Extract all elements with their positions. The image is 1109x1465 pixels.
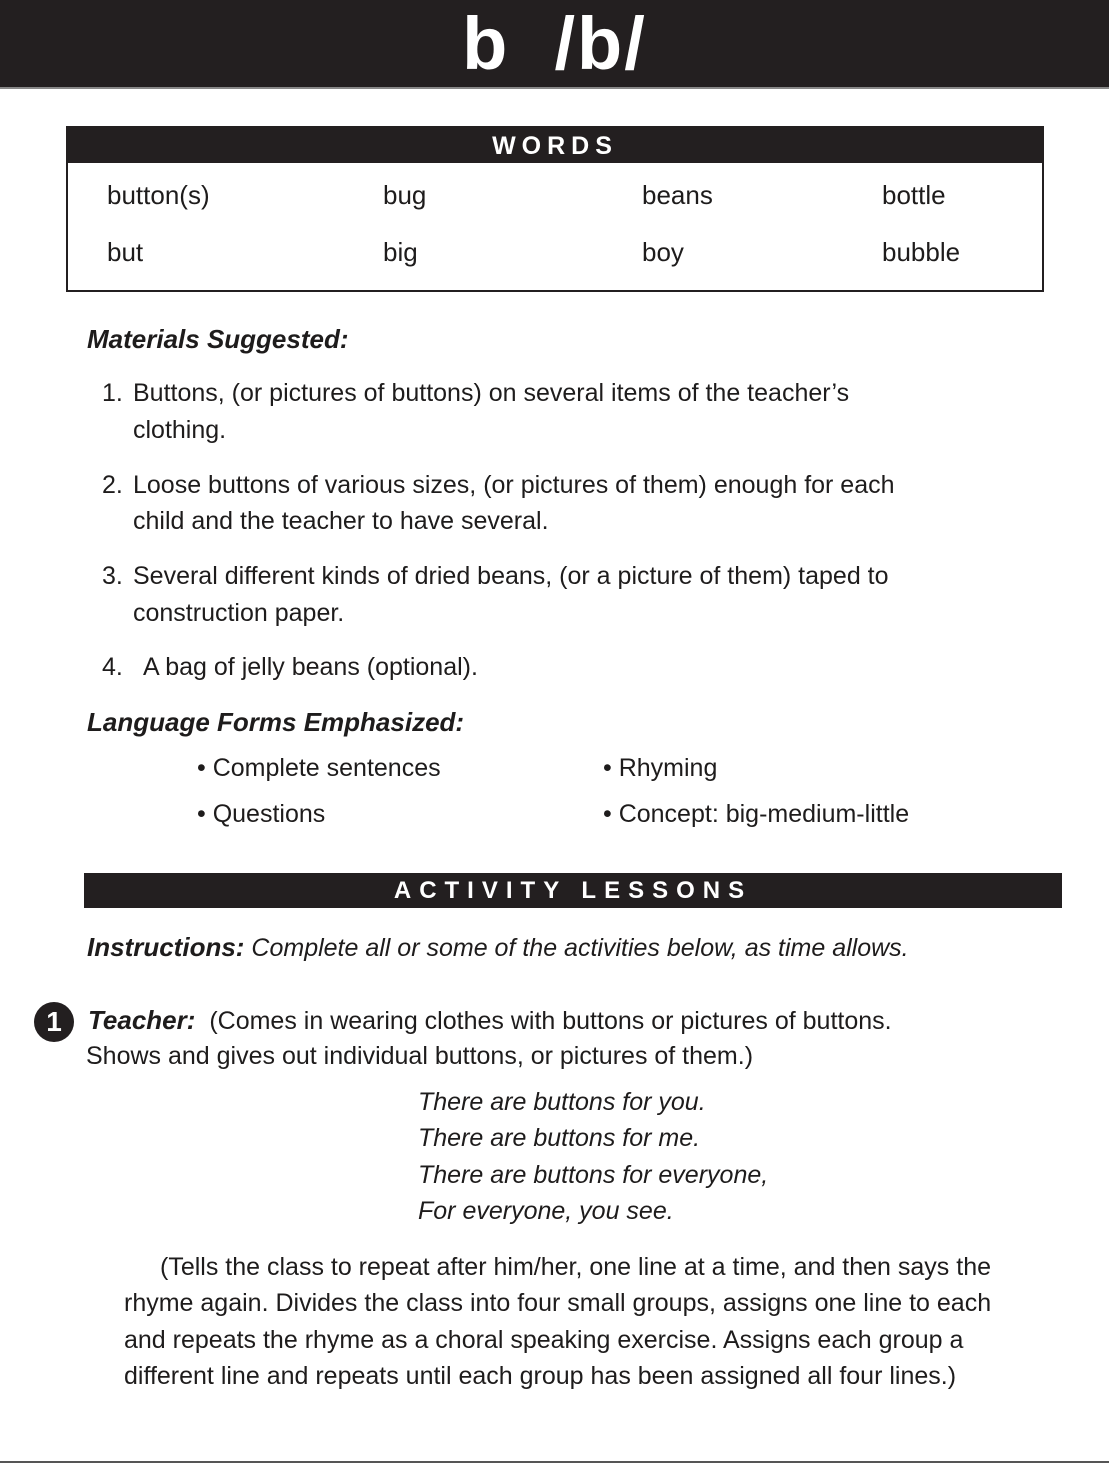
word-cell: but [107, 237, 144, 267]
paragraph-line: rhyme again. Divides the class into four small groups, assigns one line to each [124, 1289, 992, 1317]
paragraph-line: and repeats the rhyme as a choral speaking exercise. Assigns each group a [124, 1326, 964, 1354]
materials-heading: Materials Suggested: [87, 324, 349, 354]
material-line: Several different kinds of dried beans, (or a picture of them) taped to [133, 562, 889, 590]
material-line: A bag of jelly beans (optional). [143, 653, 478, 681]
material-line: construction paper. [133, 599, 345, 627]
word-cell: bottle [882, 180, 946, 210]
words-heading: WORDS [68, 128, 1042, 163]
instructions-text: Complete all or some of the activities below, as time allows. [251, 934, 909, 962]
poem-line: There are buttons for me. [418, 1124, 701, 1152]
material-number: 3. [102, 562, 123, 590]
word-cell: bubble [882, 237, 961, 267]
teacher-line [88, 1005, 892, 1036]
paragraph-line: different line and repeats until each group has been assigned all four lines.) [124, 1362, 957, 1390]
language-bullet: • Concept: big-medium-little [603, 800, 910, 828]
word-cell: button(s) [107, 180, 210, 210]
teacher-text: (Comes in wearing clothes with buttons or pictures of buttons. [209, 1007, 892, 1035]
language-bullet: • Complete sentences [197, 754, 441, 782]
poem-line: For everyone, you see. [418, 1197, 674, 1225]
word-cell: boy [642, 237, 684, 267]
word-cell: beans [642, 180, 713, 210]
activity-number-badge: 1 [34, 1002, 74, 1042]
instructions-label: Instructions: [87, 932, 245, 962]
teacher-label: Teacher: [88, 1005, 196, 1035]
language-bullet: • Questions [197, 800, 326, 828]
word-cell: big [383, 237, 418, 267]
material-line: clothing. [133, 416, 227, 444]
poem-line: There are buttons for you. [418, 1088, 706, 1116]
page-title: b /b/ [462, 2, 647, 85]
material-line: Buttons, (or pictures of buttons) on several items of the teacher’s [133, 379, 850, 407]
language-bullet: • Rhyming [603, 754, 718, 782]
poem-line: There are buttons for everyone, [418, 1161, 769, 1189]
language-heading: Language Forms Emphasized: [87, 707, 465, 737]
material-line: Loose buttons of various sizes, (or pictures of them) enough for each [133, 471, 895, 499]
teacher-text: Shows and gives out individual buttons, or pictures of them.) [86, 1042, 754, 1070]
words-table [66, 126, 1044, 292]
word-cell: bug [383, 180, 427, 210]
material-line: child and the teacher to have several. [133, 507, 549, 535]
bottom-divider [0, 1461, 1109, 1463]
material-number: 4. [102, 653, 123, 681]
title-bar [0, 0, 1109, 89]
instructions [87, 932, 909, 963]
activity-lessons-heading: ACTIVITY LESSONS [84, 873, 1062, 908]
material-number: 1. [102, 379, 123, 407]
material-number: 2. [102, 471, 123, 499]
paragraph-line: (Tells the class to repeat after him/her, one line at a time, and then says the [160, 1253, 992, 1281]
